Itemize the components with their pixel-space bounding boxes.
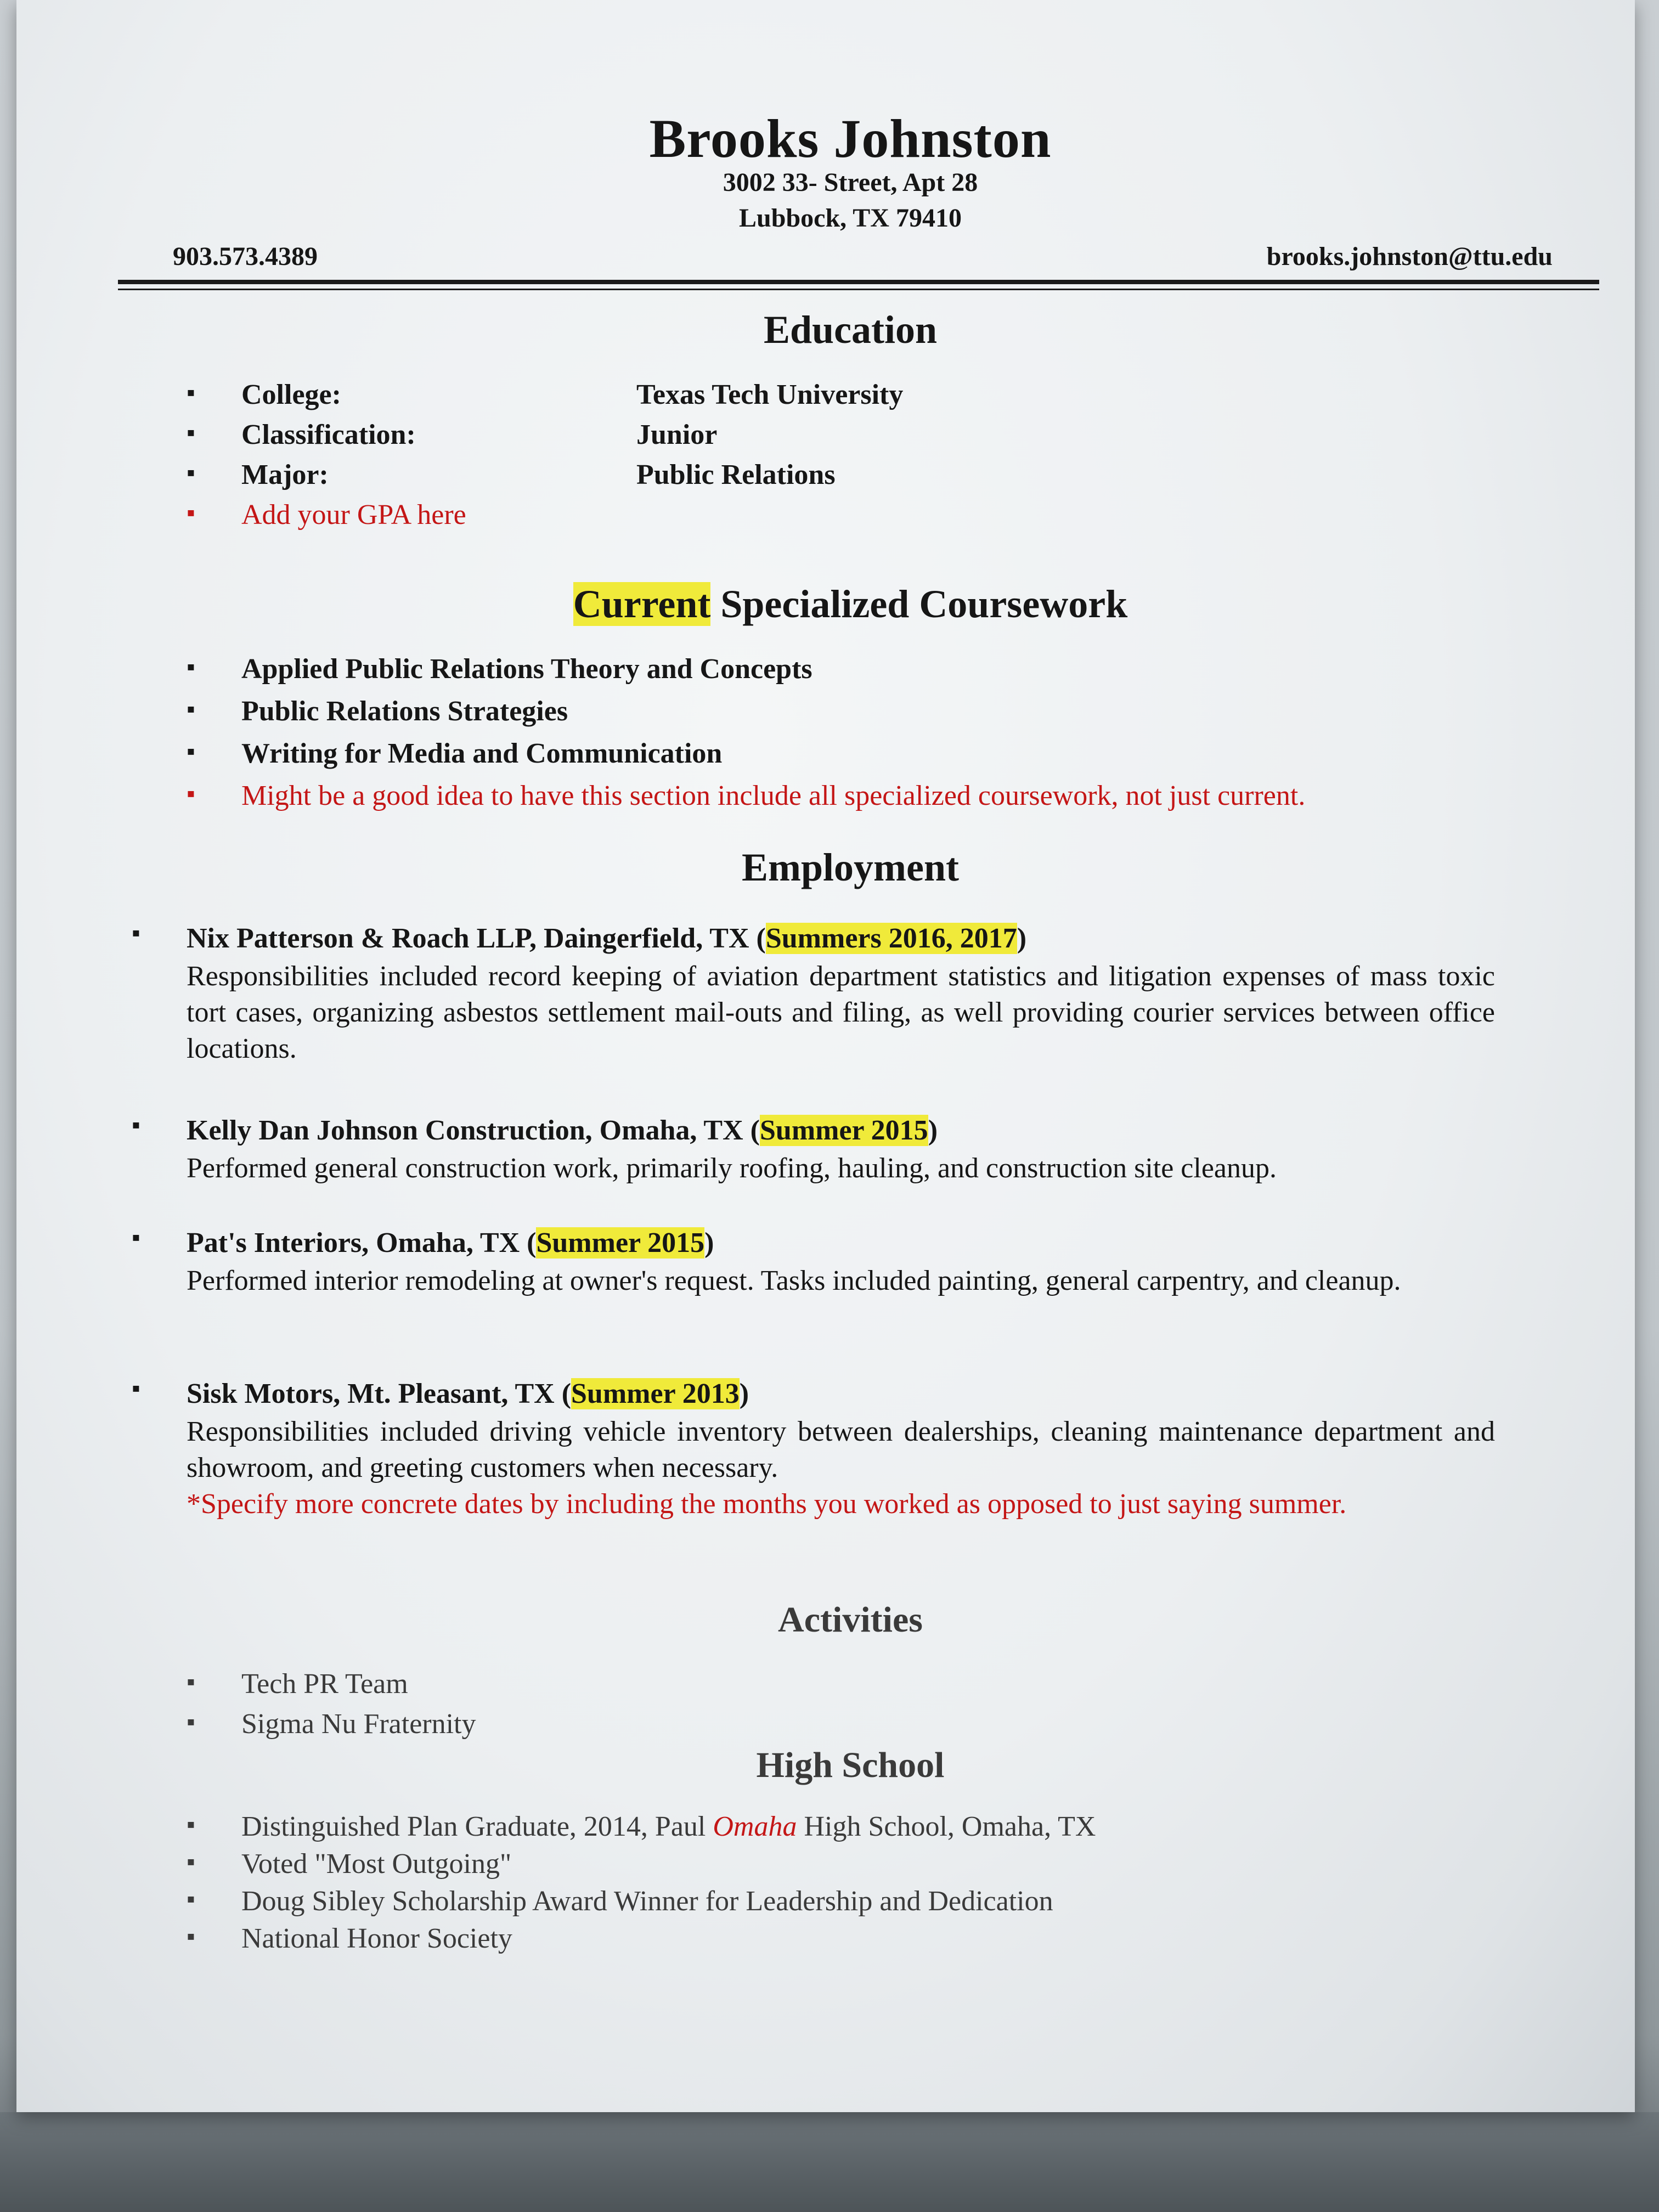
coursework-heading: Current Specialized Coursework bbox=[573, 582, 1128, 626]
list-item: ▪ National Honor Society bbox=[187, 1922, 1096, 1960]
job-title: Pat's Interiors, Omaha, TX (Summer 2015) bbox=[187, 1227, 714, 1259]
dates-comment: *Specify more concrete dates by including the months you worked as opposed to just saying summer. bbox=[187, 1488, 1347, 1520]
coursework-list bbox=[187, 653, 1305, 822]
job-dates: Summer 2015 bbox=[759, 1115, 928, 1146]
email-address[interactable]: brooks.johnston@ttu.edu bbox=[1266, 242, 1553, 271]
job-entry bbox=[132, 1111, 1495, 1187]
address-line-2: Lubbock, TX 79410 bbox=[739, 204, 962, 233]
document-page bbox=[16, 0, 1635, 2112]
list-item: ▪ Writing for Media and Communication bbox=[187, 737, 1305, 780]
employment-heading: Employment bbox=[742, 845, 959, 889]
bullet-icon: ▪ bbox=[132, 1224, 140, 1251]
job-dates: Summer 2013 bbox=[571, 1378, 740, 1409]
job-entry bbox=[132, 919, 1495, 1067]
job-dates: Summers 2016, 2017 bbox=[765, 923, 1017, 954]
education-label: Classification: bbox=[241, 419, 416, 450]
job-title: Sisk Motors, Mt. Pleasant, TX (Summer 2013) bbox=[187, 1378, 749, 1409]
list-item: ▪ Doug Sibley Scholarship Award Winner for Leadership and Dedication bbox=[187, 1885, 1096, 1922]
job-title: Nix Patterson & Roach LLP, Daingerfield, TX (Summers 2016, 2017) bbox=[187, 923, 1027, 954]
list-item: ▪ Voted "Most Outgoing" bbox=[187, 1848, 1096, 1885]
job-description: Performed general construction work, primarily roofing, hauling, and construction site cleanup. bbox=[187, 1153, 1277, 1184]
job-description: Performed interior remodeling at owner's request. Tasks included painting, general carpentry, and cleanup. bbox=[187, 1265, 1401, 1296]
address-line-1: 3002 33- Street, Apt 28 bbox=[723, 168, 978, 197]
education-value: Junior bbox=[636, 419, 718, 450]
job-entry bbox=[132, 1223, 1495, 1299]
education-heading: Education bbox=[763, 308, 938, 352]
list-item bbox=[187, 459, 903, 499]
education-label: College: bbox=[241, 379, 341, 410]
header-divider-thick bbox=[118, 280, 1599, 284]
education-value: Texas Tech University bbox=[636, 379, 904, 410]
list-item: ▪ Distinguished Plan Graduate, 2014, Paul Omaha High School, Omaha, TX bbox=[187, 1810, 1096, 1848]
high-school-heading: High School bbox=[756, 1745, 945, 1785]
activities-list bbox=[187, 1668, 476, 1748]
job-title: Kelly Dan Johnson Construction, Omaha, TX (Summer 2015) bbox=[187, 1115, 938, 1146]
list-item: ▪ Sigma Nu Fraternity bbox=[187, 1708, 476, 1748]
list-item: ▪ Public Relations Strategies bbox=[187, 695, 1305, 737]
bullet-icon: ▪ bbox=[132, 919, 140, 946]
coursework-comment: ▪ Might be a good idea to have this section include all specialized coursework, not just current. bbox=[187, 780, 1305, 822]
list-item bbox=[187, 379, 903, 419]
education-label: Major: bbox=[241, 459, 329, 490]
phone-number: 903.573.4389 bbox=[173, 242, 318, 271]
header-divider-thin bbox=[118, 289, 1599, 290]
resume bbox=[16, 0, 1635, 2112]
job-description: Responsibilities included driving vehicle inventory between dealerships, cleaning maintenance department and showroom, and greeting customers when necessary. bbox=[187, 1416, 1495, 1483]
contact-row bbox=[173, 241, 1553, 272]
high-school-list bbox=[187, 1810, 1096, 1960]
list-item: ▪ Applied Public Relations Theory and Concepts bbox=[187, 653, 1305, 695]
job-entry bbox=[132, 1374, 1495, 1522]
list-item: ▪ Tech PR Team bbox=[187, 1668, 476, 1708]
job-description: Responsibilities included record keeping of aviation department statistics and litigation expenses of mass toxic tort cases, organizing asbestos settlement mail-outs and filing, as well providing courier services between office locations. bbox=[187, 961, 1495, 1064]
job-dates: Summer 2015 bbox=[536, 1227, 705, 1259]
education-value: Public Relations bbox=[636, 459, 836, 490]
candidate-name: Brooks Johnston bbox=[649, 108, 1052, 169]
bullet-icon: ▪ bbox=[132, 1111, 140, 1138]
highlighted-word: Current bbox=[573, 582, 711, 626]
bullet-icon: ▪ bbox=[132, 1375, 140, 1402]
education-list bbox=[187, 379, 903, 539]
list-item bbox=[187, 419, 903, 459]
activities-heading: Activities bbox=[778, 1600, 923, 1640]
monitor-bezel bbox=[0, 2112, 1659, 2212]
school-name-comment: Omaha bbox=[713, 1811, 797, 1842]
gpa-comment: ▪ Add your GPA here bbox=[187, 499, 903, 539]
